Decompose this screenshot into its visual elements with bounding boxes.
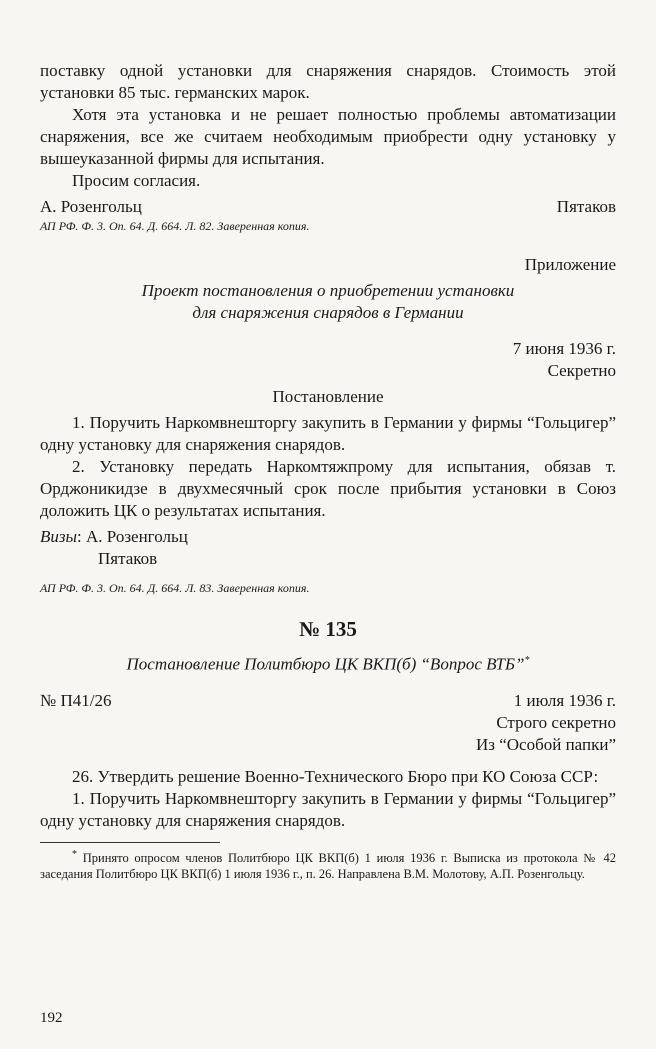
signature-pyatakov: Пятаков: [556, 197, 616, 216]
appendix-label: Приложение: [524, 255, 616, 274]
archive-source-1: АП РФ. Ф. 3. Оп. 64. Д. 664. Л. 82. Заверенная копия.: [40, 219, 310, 233]
paragraph-automation: Хотя эта установка и не решает полностью проблемы автоматизации снаряжения, все же считаем необходимым приобрести одну установку у вышеуказанной фирмы для испытания.: [40, 105, 616, 168]
decision-item-1: 1. Поручить Наркомвнешторгу закупить в Германии у фирмы “Гольцигер” одну установку для снаряжения снарядов.: [40, 788, 616, 830]
document-page: [40, 60, 616, 882]
document-ref: № П41/26: [40, 690, 112, 710]
signature-rozengolts: А. Розенгольц: [40, 197, 142, 216]
resolution-heading: Постановление: [272, 387, 384, 406]
appendix-title-line2: для снаряжения снарядов в Германии: [192, 303, 464, 322]
archive-source-2: АП РФ. Ф. 3. Оп. 64. Д. 664. Л. 83. Заверенная копия.: [40, 581, 310, 595]
document-date: 1 июля 1936 г.: [513, 690, 616, 710]
visas: Визы: А. Розенгольц: [40, 527, 188, 546]
decision-26: 26. Утвердить решение Военно-Технического Бюро при КО Союза ССР:: [72, 766, 599, 786]
paragraph-cost: поставку одной установки для снаряжения снарядов. Стоимость этой установки 85 тыс. германских марок.: [40, 61, 616, 102]
document-title: Постановление Политбюро ЦК ВКП(б) “Вопрос ВТБ”*: [126, 654, 530, 674]
appendix-date: 7 июня 1936 г.: [512, 339, 616, 358]
footnote-mark: *: [72, 848, 77, 860]
visa-rozengolts: А. Розенгольц: [86, 527, 188, 546]
appendix-title-line1: Проект постановления о приобретении установки: [141, 281, 515, 300]
paragraph-request: Просим согласия.: [72, 171, 201, 190]
page-number: 192: [40, 1010, 63, 1026]
document-number: № 135: [299, 617, 357, 641]
visas-label: Визы: [40, 527, 78, 546]
ref-date-row: [40, 690, 616, 712]
appendix-secret: Секретно: [547, 361, 616, 380]
signatures: [40, 196, 616, 218]
folder-mark: Из “Особой папки”: [475, 734, 616, 754]
secrecy-mark: Строго секретно: [496, 712, 616, 732]
footnote-ref: *: [524, 655, 530, 666]
resolution-item-1: 1. Поручить Наркомвнешторгу закупить в Германии у фирмы “Гольцигер” одну установку для снаряжения снарядов.: [40, 413, 616, 454]
resolution-item-2: 2. Установку передать Наркомтяжпрому для испытания, обязав т. Орджоникидзе в двухмесячный срок после прибытия установки в Союз доложить ЦК о результатах испытания.: [40, 457, 616, 520]
footnote-text: Принято опросом членов Политбюро ЦК ВКП(б) 1 июля 1936 г. Выписка из протокола № 42 заседания Политбюро ЦК ВКП(б) 1 июля 1936 г., п. 26. Направлена В.М. Молотову, А.П. Розенгольцу.: [40, 850, 616, 881]
visa-pyatakov: Пятаков: [98, 549, 158, 568]
footnote: [40, 847, 616, 882]
